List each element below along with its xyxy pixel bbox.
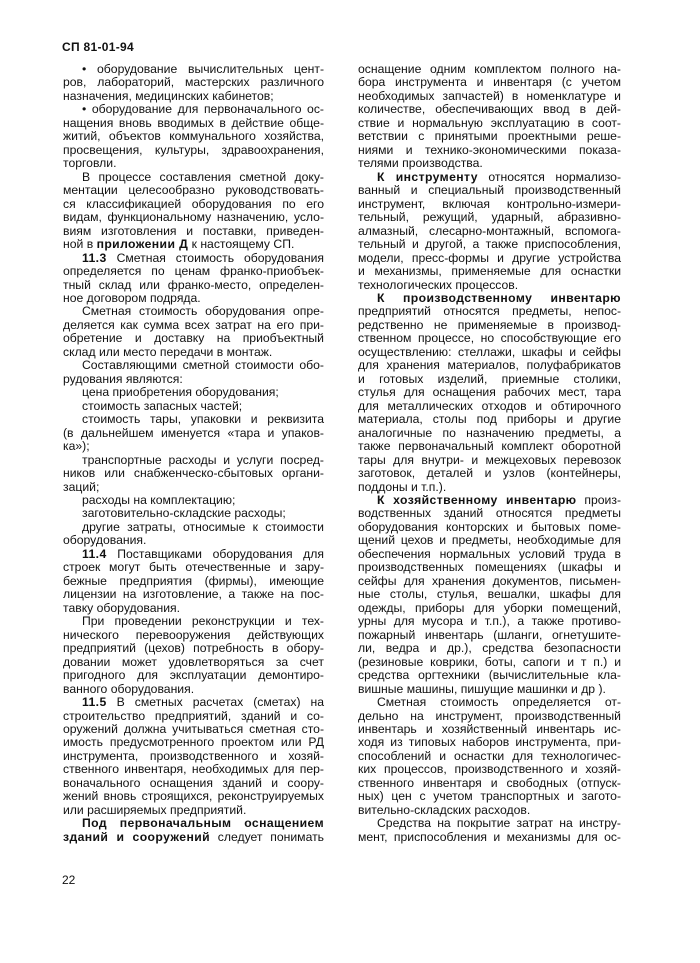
text-line: бежные предприятия (фирмы), имеющие — [63, 573, 324, 588]
text-line — [63, 696, 324, 709]
text-line: • оборудование вычислительных цент- — [82, 62, 324, 76]
text-line: средства оргтехники (вычислительные кла- — [358, 668, 621, 683]
text-line: ственного инвентаря и свободных (отпуск- — [358, 775, 621, 790]
text-line: способлений и оснастки для технологичес- — [358, 748, 621, 763]
text-line: определяется по ценам франко-приобъек- — [63, 264, 324, 279]
text-line: ственного инвентаря, необходимых для пер- — [63, 762, 324, 777]
text-line: ментации целесообразно руководствовать- — [63, 183, 324, 198]
text-line: осуществлению: стеллажи, шкафы и сейфы — [358, 344, 621, 359]
text-line: • оборудование для первоначального ос- — [82, 102, 324, 117]
text-line: видам, функциональному назначению, усло- — [63, 210, 324, 225]
paragraph — [63, 252, 324, 306]
text-line: ветствии с принятыми проектными реше- — [358, 129, 621, 144]
text-line: заготовительно-складские расходы; — [82, 506, 286, 521]
text-line — [358, 494, 621, 507]
text-line: склад или место передачи в монтаж. — [63, 344, 273, 359]
text-line: телями производства. — [358, 156, 483, 171]
text-line: тный склад или франко-место, определен- — [63, 277, 324, 292]
text-line: пригодного для эксплуатации демонтиро- — [63, 668, 324, 683]
text-line: оборудования. — [63, 533, 147, 548]
text-line: ственном процессе, но способствующие его — [358, 331, 621, 346]
paragraph — [63, 696, 324, 817]
paragraph — [63, 63, 324, 103]
text-line: технологических процессов. — [358, 277, 519, 292]
text-line: производственных помещениях (шкафы и — [358, 560, 621, 575]
bold-term: 11.5 — [82, 695, 107, 710]
text-line: ных) цен с учетом транспортных и загото- — [358, 789, 621, 804]
text-line: ров, лабораторий, мастерских различного — [63, 75, 324, 90]
text-line: Средства на покрытие затрат на инстру- — [377, 816, 621, 831]
paragraph — [358, 696, 621, 817]
text-segment: ной в — [63, 237, 97, 252]
text-line: водственных зданий относятся предметы — [358, 506, 621, 521]
text-line: также первоначальный комплект оборотной — [358, 439, 621, 454]
text-line: лицензии на изготовление, а также на пос- — [63, 587, 324, 602]
text-line: пожарный инвентарь (шланги, огнетушите- — [358, 627, 621, 642]
text-line: виям изготовления и поставки, приведен- — [63, 223, 324, 238]
text-line: заготовок, деталей и узлов (контейнеры, — [358, 466, 621, 481]
text-line: ся классификацией оборудования по его — [63, 196, 324, 211]
bold-term: приложении Д — [96, 237, 189, 252]
text-line: При проведении реконструкции и тех- — [82, 614, 324, 629]
text-line: инструмент, включая контрольно-измери- — [358, 196, 621, 211]
bold-term: К производственному инвентарю — [377, 290, 621, 305]
text-line: или расширяемых предприятий. — [63, 802, 247, 817]
text-line: алмазный, слесарно-монтажный, вспомога- — [358, 223, 621, 238]
text-line: мент, приспособления и механизмы для ос- — [358, 829, 621, 844]
text-line: транспортные расходы и услуги посред- — [82, 452, 324, 467]
text-line: необходимых запчастей) в номенклатуре и — [358, 88, 621, 103]
text-line: житий, объектов коммунального хозяйства, — [63, 129, 324, 144]
text-line: ли, ведра и др.), средства безопасности — [358, 641, 621, 656]
text-line: материала, столы под приборы и другие — [358, 412, 621, 427]
paragraph — [63, 548, 324, 615]
text-line: тельный и другой, а также приспособления, — [358, 237, 621, 252]
text-segment: Поставщиками оборудования для — [106, 546, 324, 561]
paragraph — [63, 386, 324, 399]
text-line: ка»); — [63, 439, 90, 454]
paragraph — [63, 171, 324, 252]
text-line — [63, 238, 324, 251]
text-line: редственно не применяемые в производ- — [358, 317, 621, 332]
text-line: жений вновь строящихся, реконструируемых — [63, 789, 324, 804]
text-line: другие затраты, относимые к стоимости — [82, 519, 324, 534]
paragraph — [358, 63, 621, 171]
text-line: и готовых изделий, приемные столики, — [358, 371, 621, 386]
bold-term: К инструменту — [377, 169, 478, 184]
text-line: стоимость запасных частей; — [82, 398, 243, 413]
text-line: сейфы для хранения документов, письмен- — [358, 573, 621, 588]
text-line: тельный, режущий, ударный, абразивно- — [358, 210, 621, 225]
text-line: щений цехов и предметы, необходимые для — [358, 533, 621, 548]
paragraph — [63, 413, 324, 453]
text-line: аналогичные по назначению предметы, а — [358, 425, 621, 440]
text-line: вительно-складских расходов. — [358, 802, 531, 817]
text-line: стоимость тары, упаковки и реквизита — [82, 412, 324, 427]
bold-term: 11.3 — [82, 250, 107, 265]
paragraph — [63, 359, 324, 386]
paragraph — [63, 103, 324, 170]
text-segment: Сметная стоимость оборудования — [106, 250, 324, 265]
text-line: урны для мусора и т.п.), а также противо- — [358, 614, 621, 629]
bold-term: 11.4 — [82, 546, 107, 561]
document-code-header: СП 81-01-94 — [62, 40, 134, 54]
text-segment: произ- — [576, 493, 621, 507]
text-line: ные столы, стулья, вешалки, шкафы для — [358, 587, 621, 602]
bold-term: зданий и сооружений — [63, 829, 211, 844]
text-segment: следует понимать — [210, 829, 325, 844]
text-line: строительство предприятий, зданий и со- — [63, 708, 324, 723]
text-line: и механизмы, применяемые для оснастки — [358, 264, 621, 279]
text-line: ванного оборудования. — [63, 681, 195, 696]
left-column — [63, 63, 324, 844]
text-line: ников или снабженческо-сбытовых органи- — [63, 466, 324, 481]
text-line: строек могут быть отечественные и зару- — [63, 560, 324, 575]
text-line: деляется как сумма всех затрат на его при- — [63, 317, 324, 332]
text-line: бора инструмента и инвентаря (с учетом — [358, 75, 621, 90]
paragraph — [63, 454, 324, 494]
right-column — [358, 63, 621, 844]
text-line: для хранения материалов, полуфабрикатов — [358, 358, 621, 373]
text-line: стулья для оснащения рабочих мест, тара — [358, 385, 621, 400]
bold-term: К хозяйственному инвентарю — [377, 493, 577, 507]
text-line: тавку оборудования. — [63, 600, 181, 615]
text-line: Составляющими сметной стоимости обо- — [82, 358, 324, 373]
text-line: довании может удовлетворяться за счет — [63, 654, 324, 669]
paragraph — [63, 507, 324, 520]
text-line: Сметная стоимость оборудования опре- — [82, 304, 324, 319]
text-line: оснащение одним комплектом полного на- — [358, 62, 621, 76]
text-line: (в дальнейшем именуется «тара и упаков- — [63, 425, 324, 440]
text-line — [63, 548, 324, 561]
text-line: модели, пресс-формы и другие устройства — [358, 250, 621, 265]
text-line: расходы на комплектацию; — [82, 493, 236, 507]
paragraph — [63, 305, 324, 359]
paragraph — [358, 171, 621, 292]
bold-term: Под первоначальным оснащением — [82, 816, 324, 831]
text-line: ниями и технико-экономическими показа- — [358, 142, 621, 157]
text-line: вишные машины, пишущие машинки и др ). — [358, 681, 606, 696]
text-line: рудования являются: — [63, 371, 183, 386]
text-line: ходя из типовых наборов инструмента, при- — [358, 735, 621, 750]
text-segment: В сметных расчетах (сметах) на — [106, 695, 324, 710]
text-line: предприятий (цехов) потребность в обору- — [63, 641, 324, 656]
text-line: нического перевооружения действующих — [63, 627, 324, 642]
text-line: оборудования конторских и бытовых поме- — [358, 519, 621, 534]
text-line: воначального оснащения зданий и соору- — [63, 775, 324, 790]
paragraph — [358, 494, 621, 696]
paragraph — [63, 521, 324, 548]
text-line: Сметная стоимость определяется от- — [377, 695, 621, 710]
text-line — [358, 171, 621, 184]
text-line: оружений должна учитываться сметная сто- — [63, 721, 324, 736]
paragraph — [358, 292, 621, 494]
text-line: количестве, обеспечивающих ввод в дей- — [358, 102, 621, 117]
text-line: тары для внутри- и межцеховых перевозок — [358, 452, 621, 467]
text-line: ванный и специальный производственный — [358, 183, 621, 198]
text-line: ствие и нормальную эксплуатацию в соот- — [358, 115, 621, 130]
text-line: поддоны и т.п.). — [358, 479, 447, 494]
text-line: имость предусмотренного проектом или РД — [63, 735, 324, 750]
text-line — [63, 831, 324, 844]
text-line: В процессе составления сметной доку- — [82, 169, 324, 184]
text-segment: относятся нормализо- — [477, 169, 622, 184]
text-line: предприятий относятся предметы, непос- — [358, 304, 621, 319]
text-line: нащения вновь вводимых в действие обще- — [63, 115, 324, 130]
text-line: обретение и доставку на приобъектный — [63, 331, 324, 346]
text-line: для металлических отходов и обтирочного — [358, 398, 621, 413]
text-line: ное договором подряда. — [63, 290, 201, 305]
text-line: дельно на инструмент, производственный — [358, 708, 621, 723]
text-line: ких процессов, производственного и хозяй- — [358, 762, 621, 777]
paragraph — [63, 494, 324, 507]
paragraph — [63, 817, 324, 844]
text-line: инвентарь и хозяйственный инвентарь ис- — [358, 721, 621, 736]
text-line: просвещения, культуры, здравоохранения, — [63, 142, 324, 157]
text-line: заций; — [63, 479, 100, 494]
text-line: (резиновые коврики, боты, сапоги и т п.) и — [358, 654, 621, 669]
text-line: инструмента, производственного и хозяй- — [63, 748, 324, 763]
text-line — [63, 817, 324, 830]
paragraph — [358, 817, 621, 844]
text-line: торговли. — [63, 156, 117, 171]
paragraph — [63, 400, 324, 413]
text-line — [358, 292, 621, 305]
paragraph — [63, 615, 324, 696]
text-line: обеспечения нормальных условий труда в — [358, 546, 621, 561]
page-number: 22 — [62, 873, 76, 887]
text-line — [63, 252, 324, 265]
text-line: одежды, приборы для уборки помещений, — [358, 600, 621, 615]
text-segment: к настоящему СП. — [188, 237, 295, 252]
text-line: назначения, медицинских кабинетов; — [63, 88, 274, 103]
text-line: цена приобретения оборудования; — [82, 385, 279, 400]
